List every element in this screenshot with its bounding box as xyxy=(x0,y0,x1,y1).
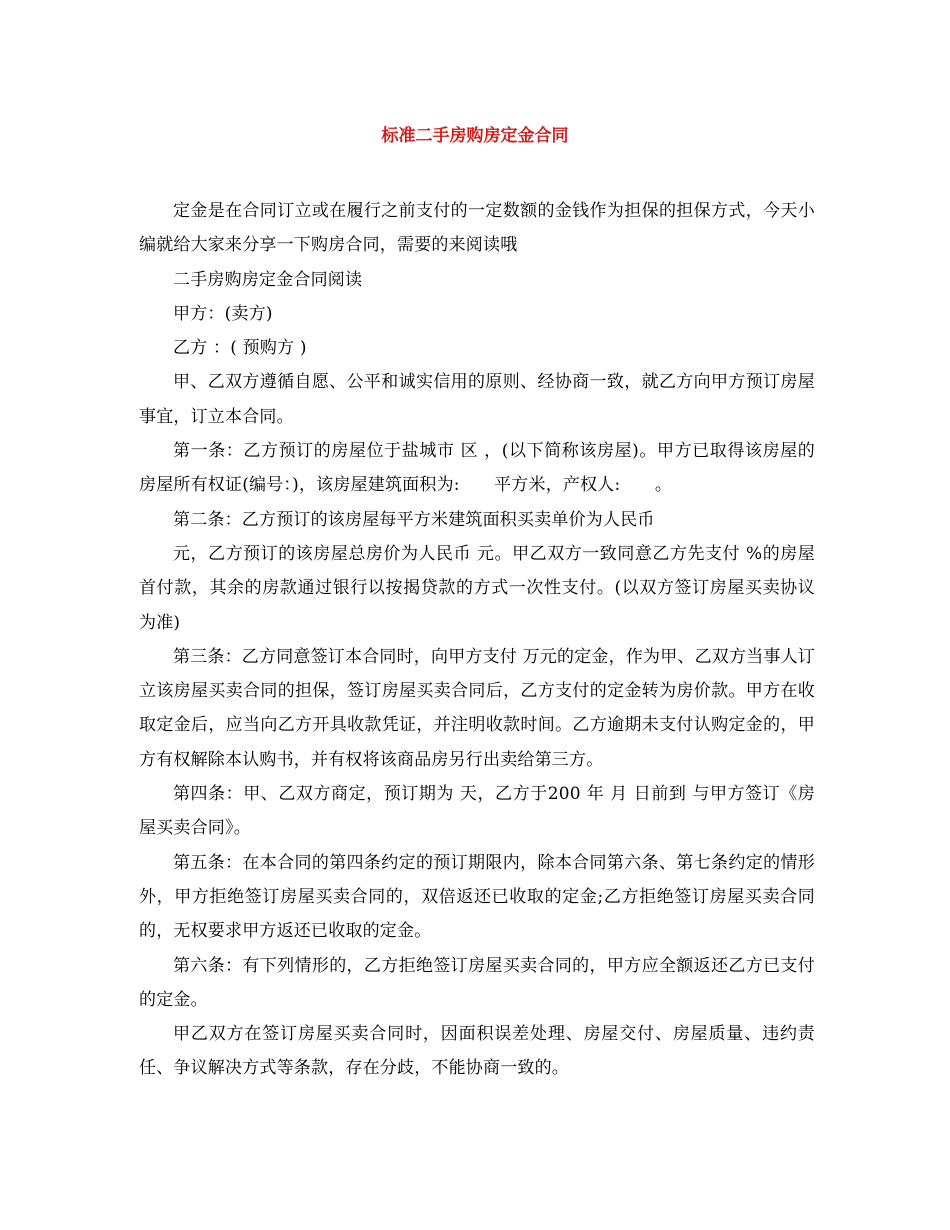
paragraph-party-a: 甲方：(卖方) xyxy=(173,303,273,324)
paragraph-intro: 定金是在合同订立或在履行之前支付的一定数额的金钱作为担保的担保方式，今天小编就给大家来分享一下购房合同，需要的来阅读哦 xyxy=(139,201,815,256)
document-title: 标准二手房购房定金合同 xyxy=(381,126,569,146)
paragraph-article-2-cont: 元，乙方预订的该房屋总房价为人民币 元。甲乙双方一致同意乙方先支付 %的房屋首付款，其余的房款通过银行以按揭贷款的方式一次性支付。(以双方签订房屋买卖协议为准) xyxy=(139,543,815,633)
paragraph-article-4: 第四条：甲、乙双方商定，预订期为 天，乙方于200 年 月 日前到 与甲方签订《房屋买卖合同》。 xyxy=(139,784,815,839)
paragraph-preamble: 甲、乙双方遵循自愿、公平和诚实信用的原则、经协商一致，就乙方向甲方预订房屋事宜，订立本合同。 xyxy=(139,372,815,427)
paragraph-article-1: 第一条：乙方预订的房屋位于盐城市 区 ，(以下简称该房屋)。甲方已取得该房屋的房屋所有权证(编号：)，该房屋建筑面积为: 平方米，产权人: 。 xyxy=(139,441,815,496)
paragraph-article-5: 第五条：在本合同的第四条约定的预订期限内，除本合同第六条、第七条约定的情形外，甲方拒绝签订房屋买卖合同的，双倍返还已收取的定金;乙方拒绝签订房屋买卖合同的，无权要求甲方返还已收取的定金。 xyxy=(139,852,815,942)
paragraph-party-b: 乙方 ：( 预购方 ) xyxy=(173,338,307,359)
paragraph-article-2: 第二条：乙方预订的该房屋每平方米建筑面积买卖单价为人民币 xyxy=(173,509,655,530)
paragraph-subtitle: 二手房购房定金合同阅读 xyxy=(173,269,363,290)
paragraph-article-3: 第三条：乙方同意签订本合同时，向甲方支付 万元的定金，作为甲、乙双方当事人订立该房屋买卖合同的担保，签订房屋买卖合同后，乙方支付的定金转为房价款。甲方在收取定金后，应当向乙方开具收款凭证，并注明收款时间。乙方逾期未支付认购定金的，甲方有权解除本认购书，并有权将该商品房另行出卖给第三方。 xyxy=(139,646,816,770)
paragraph-article-6-item: 甲乙双方在签订房屋买卖合同时，因面积误差处理、房屋交付、房屋质量、违约责任、争议解决方式等条款，存在分歧，不能协商一致的。 xyxy=(139,1024,815,1079)
paragraph-article-6: 第六条：有下列情形的，乙方拒绝签订房屋买卖合同的，甲方应全额返还乙方已支付的定金。 xyxy=(139,955,815,1010)
document-body xyxy=(139,194,815,1086)
